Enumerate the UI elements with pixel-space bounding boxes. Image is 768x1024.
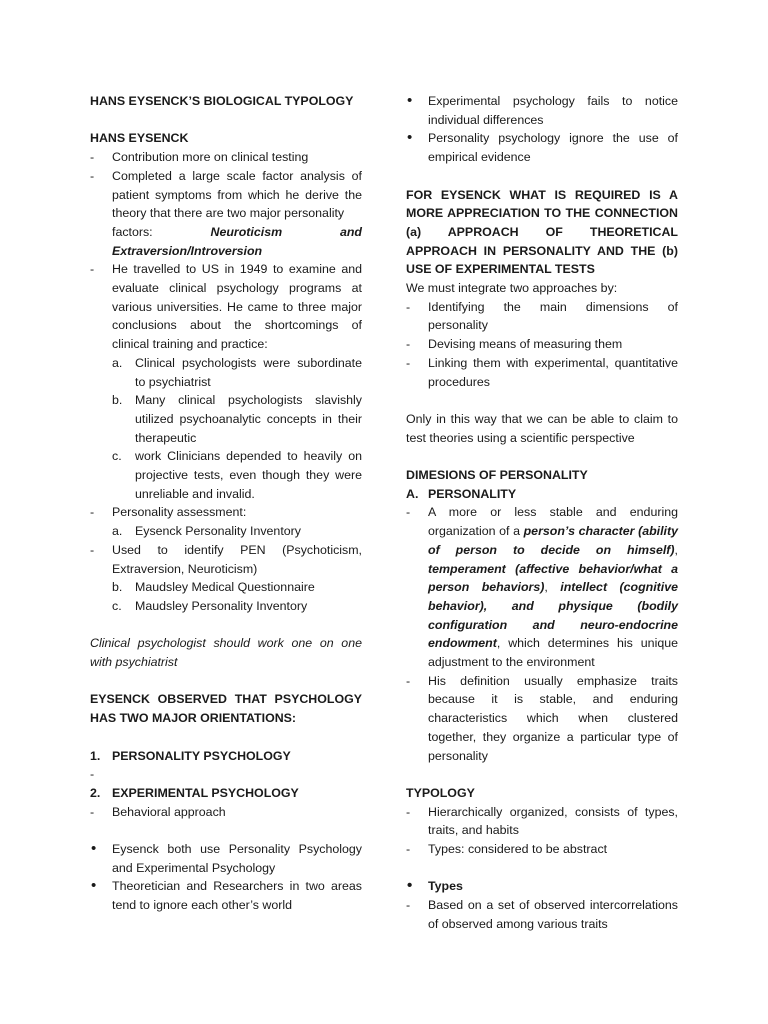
- section-heading-dimensions: DIMESIONS OF PERSONALITY: [406, 468, 588, 483]
- list-item: - Devising means of measuring them: [406, 335, 678, 354]
- list-item: - Personality assessment:: [90, 503, 362, 522]
- clinical-note: Clinical psychologist should work one on one with psychiatrist: [90, 636, 362, 670]
- list-item: - He travelled to US in 1949 to examine and evaluate clinical psychology programs at various universities. He came to three major conclusions about the shortcomings of clinical training and practice:: [90, 262, 362, 352]
- bullet-item: • Eysenck both use Personality Psychology and Experimental Psychology: [91, 840, 362, 875]
- list-item: - Identifying the main dimensions of personality: [406, 299, 678, 333]
- personality-definition: - A more or less stable and enduring organization of a person’s character (ability of person to decide on himself), temperament (affective behavior/what a person behaviors), intellect (cognitive behavior), and physique (bodily configuration and neuro-endocrine endowment, which determines his unique adjustment to the environment: [406, 505, 679, 670]
- list-item: - Hierarchically organized, consists of types, traits, and habits: [406, 804, 678, 838]
- list-item: - Completed a large scale factor analysis of patient symptoms from which he derive the theory that there are two major personality factors: Neuroticism and Extraversion/Introversion: [90, 168, 362, 258]
- dash-marker: -: [90, 150, 95, 165]
- numbered-item: 1. PERSONALITY PSYCHOLOGY: [90, 748, 291, 763]
- bullet-marker: •: [407, 129, 413, 147]
- sub-list-item: a. Clinical psychologists were subordinate to psychiatrist: [112, 355, 362, 389]
- dash-marker: -: [406, 898, 411, 913]
- section-heading-typology: TYPOLOGY: [406, 785, 475, 800]
- dash-marker: -: [406, 804, 411, 819]
- bullet-item: • Theoretician and Researchers in two areas tend to ignore each other’s world: [91, 877, 362, 913]
- dash-marker: -: [90, 804, 95, 819]
- sub-list-item: a. Eysenck Personality Inventory: [112, 524, 301, 539]
- section-heading-hans-eysenck: HANS EYSENCK: [90, 131, 189, 146]
- dash-marker: -: [406, 355, 411, 370]
- dash-marker: -: [90, 168, 95, 183]
- list-item: - Used to identify PEN (Psychoticism, Extraversion, Neuroticism): [90, 542, 362, 576]
- numbered-item: A. PERSONALITY: [406, 486, 517, 501]
- bullet-marker: •: [407, 92, 413, 109]
- left-column: [90, 92, 362, 915]
- dash-marker: -: [406, 842, 411, 857]
- dash-marker: -: [90, 542, 95, 557]
- sub-list-item: c. Maudsley Personality Inventory: [112, 598, 308, 613]
- dash-marker: -: [90, 767, 95, 782]
- list-item: - Types: considered to be abstract: [406, 840, 678, 859]
- integrate-text: We must integrate two approaches by:: [406, 281, 618, 296]
- section-heading-orientations: EYSENCK OBSERVED THAT PSYCHOLOGY HAS TWO MAJOR ORIENTATIONS:: [90, 692, 362, 726]
- factors-line: factors: Neuroticism and: [112, 224, 362, 239]
- list-item: - Linking them with experimental, quantitative procedures: [406, 355, 678, 389]
- bullet-item: • Experimental psychology fails to notice individual differences: [407, 92, 678, 127]
- list-item: - Based on a set of observed intercorrelations of observed among various traits: [406, 898, 678, 931]
- section-heading-connection: FOR EYSENCK WHAT IS REQUIRED IS A MORE APPRECIATION TO THE CONNECTION (a) APPROACH OF THEORETICAL APPROACH IN PERSONALITY AND THE (b) USE OF EXPERIMENTAL TESTS: [406, 187, 678, 277]
- numbered-item: 2. EXPERIMENTAL PSYCHOLOGY: [90, 785, 299, 800]
- dash-marker: -: [90, 262, 95, 277]
- list-item: - Contribution more on clinical testing: [90, 148, 362, 167]
- bullet-item: • Personality psychology ignore the use of empirical evidence: [407, 129, 678, 165]
- dash-marker: -: [406, 299, 411, 314]
- sub-list-item: b. Many clinical psychologists slavishly utilized psychoanalytic concepts in their therapeutic: [112, 393, 362, 445]
- sub-list-item: b. Maudsley Medical Questionnaire: [112, 580, 315, 595]
- bullet-marker: •: [407, 877, 413, 895]
- dash-marker: -: [406, 505, 411, 520]
- list-item: - His definition usually emphasize traits because it is stable, and enduring characteristics which when clustered together, they organize a particular type of personality: [406, 673, 678, 763]
- right-column: [406, 92, 678, 934]
- list-item: - Behavioral approach: [90, 803, 362, 822]
- list-item: [90, 765, 362, 784]
- dash-marker: -: [90, 505, 95, 520]
- bullet-marker: •: [91, 840, 97, 858]
- sub-list-item: c. work Clinicians depended to heavily on projective tests, even though they were unreliable and invalid.: [112, 449, 362, 501]
- only-way-text: Only in this way that we can be able to claim to test theories using a scientific perspective: [406, 411, 678, 445]
- bullet-marker: •: [91, 877, 97, 895]
- dash-marker: -: [406, 673, 411, 688]
- dash-marker: -: [406, 337, 411, 352]
- bullet-item: • Types: [407, 877, 463, 895]
- document-title: HANS EYSENCK’S BIOLOGICAL TYPOLOGY: [90, 94, 354, 108]
